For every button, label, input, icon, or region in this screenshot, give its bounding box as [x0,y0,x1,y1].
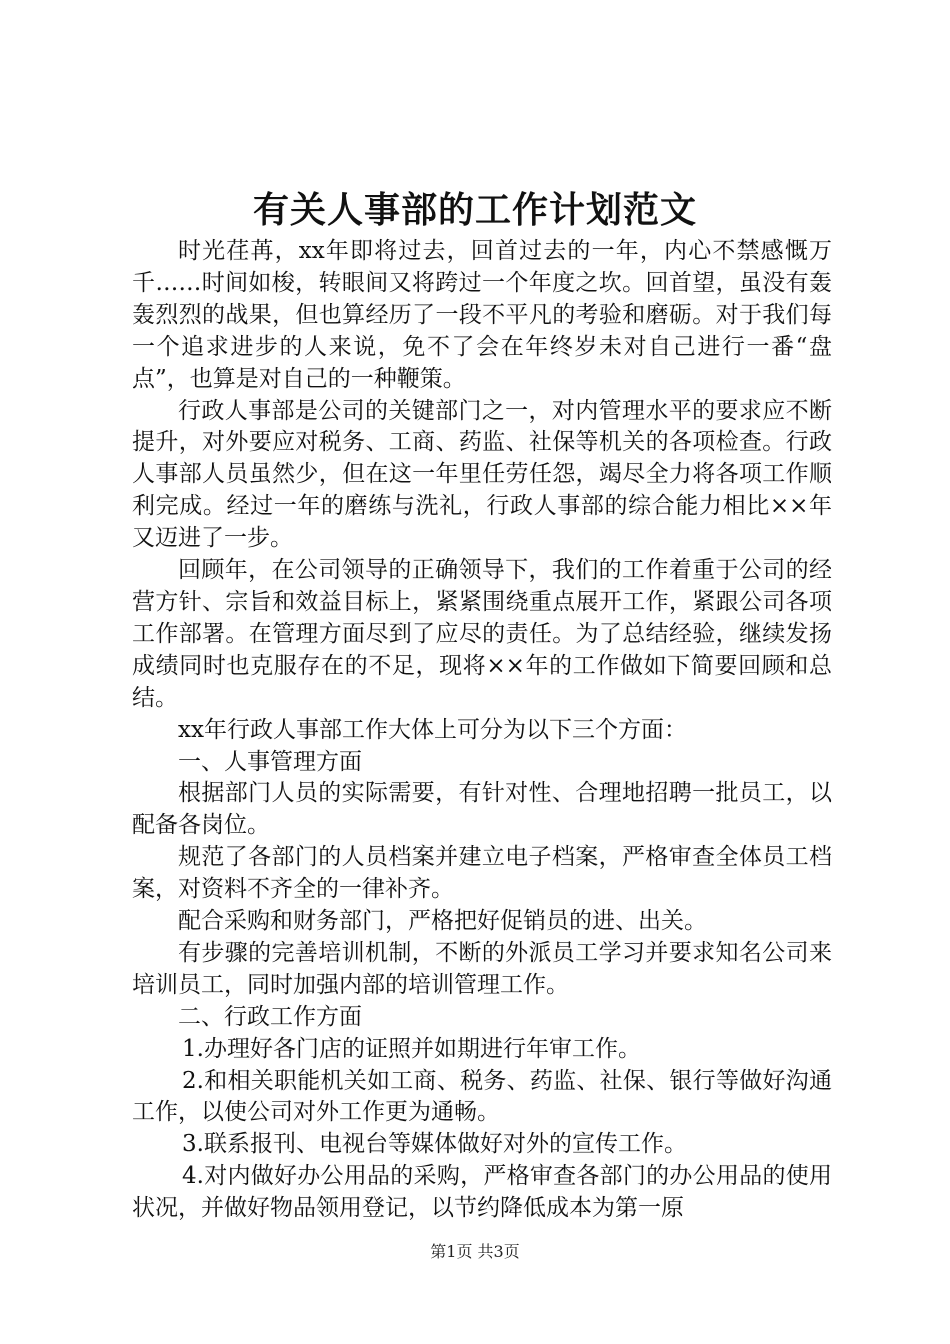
document-title: 有关人事部的工作计划范文 [252,189,697,231]
paragraph-department: 行政人事部是公司的关键部门之一，对内管理水平的要求应不断提升，对外要应对税务、工商、药监、社保等机关的各项检查。行政人事部人员虽然少，但在这一年里任劳任怨，竭尽全力将各项工作顺利完成。经过一年的磨练与洗礼，行政人事部的综合能力相比××年又迈进了一步。 [132,397,832,552]
section-heading-personnel: 一、人事管理方面 [178,748,362,775]
paragraph-review: 回顾年，在公司领导的正确领导下，我们的工作着重于公司的经营方针、宗旨和效益目标上，紧紧围绕重点展开工作，紧跟公司各项工作部署。在管理方面尽到了应尽的责任。为了总结经验，继续发扬成绩同时也克服存在的不足，现将××年的工作做如下简要回顾和总结。 [132,557,832,711]
list-item-licenses: 1.办理好各门店的证照并如期进行年审工作。 [182,1035,641,1062]
list-item-office-supplies: 4.对内做好办公用品的采购，严格审查各部门的办公用品的使用状况，并做好物品领用登记，以节约降低成本为第一原 [132,1163,832,1222]
list-item-communication: 2.和相关职能机关如工商、税务、药监、社保、银行等做好沟通工作，以使公司对外工作更为通畅。 [132,1067,832,1126]
list-item-publicity: 3.联系报刊、电视台等媒体做好对外的宣传工作。 [182,1131,687,1158]
paragraph-archives: 规范了各部门的人员档案并建立电子档案，严格审查全体员工档案，对资料不齐全的一律补齐。 [132,844,832,903]
document-body [132,236,832,1225]
page-number-footer: 第1页 共3页 [430,1242,520,1261]
section-heading-administration: 二、行政工作方面 [178,1003,362,1030]
paragraph-training: 有步骤的完善培训机制，不断的外派员工学习并要求知名公司来培训员工，同时加强内部的培训管理工作。 [132,939,832,998]
paragraph-overview: xx年行政人事部工作大体上可分为以下三个方面： [178,716,687,743]
paragraph-recruitment: 根据部门人员的实际需要，有针对性、合理地招聘一批员工，以配备各岗位。 [132,780,832,839]
paragraph-promoters: 配合采购和财务部门，严格把好促销员的进、出关。 [178,908,707,935]
paragraph-intro: 时光荏苒，xx年即将过去，回首过去的一年，内心不禁感慨万千……时间如梭，转眼间又将跨过一个年度之坎。回首望，虽没有轰轰烈烈的战果，但也算经历了一段不平凡的考验和磨砺。对于我们每一个追求进步的人来说，免不了会在年终岁未对自己进行一番“盘点”，也算是对自己的一种鞭策。 [132,238,832,392]
